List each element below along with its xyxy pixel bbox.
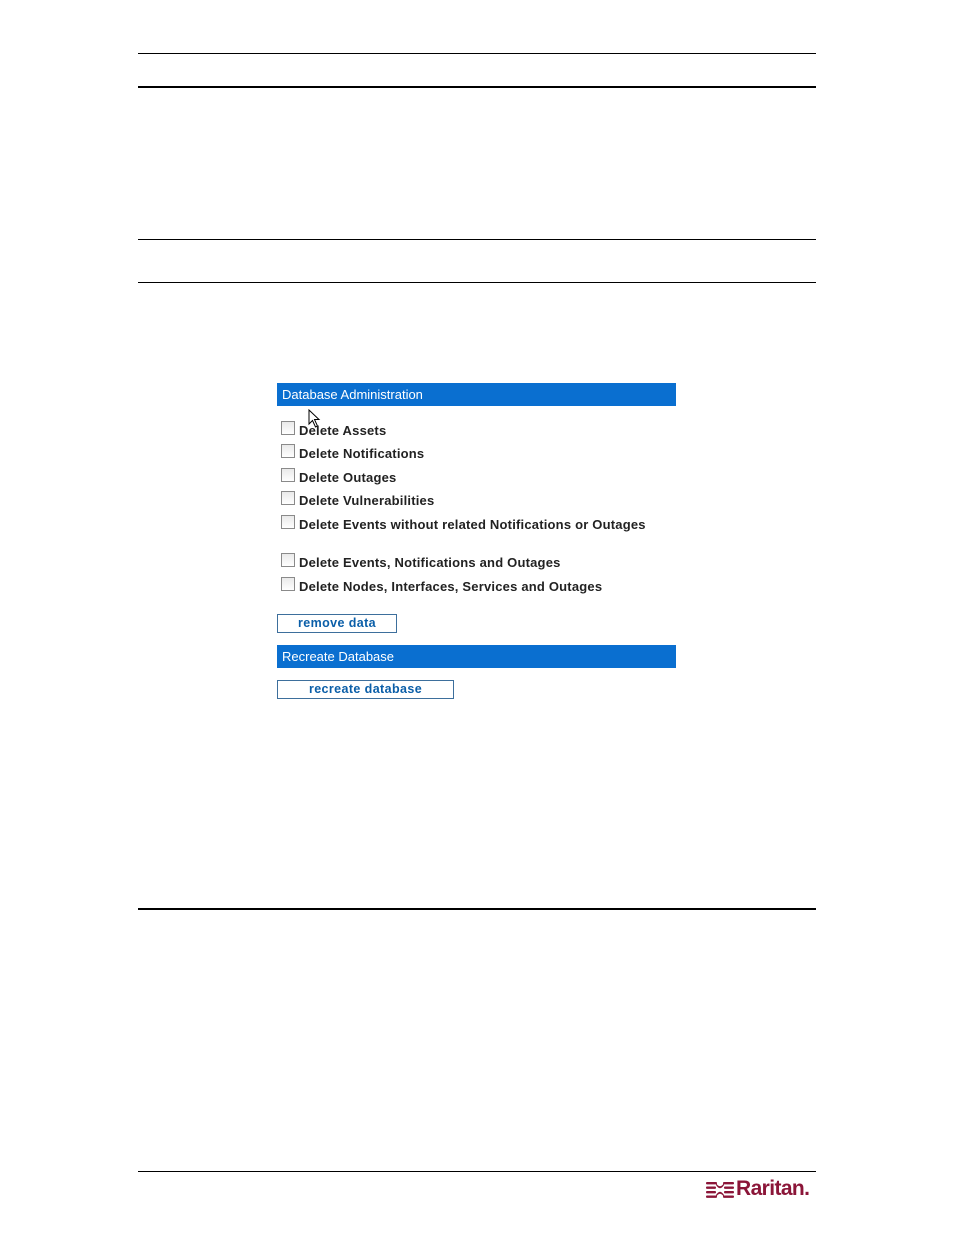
section-rule-bottom — [138, 282, 816, 283]
option-delete-vulnerabilities[interactable]: Delete Vulnerabilities — [281, 490, 434, 508]
checkbox-delete-notifications[interactable] — [281, 444, 295, 458]
content-end-rule — [138, 908, 816, 910]
option-delete-outages[interactable]: Delete Outages — [281, 467, 396, 485]
database-admin-panel — [277, 383, 676, 703]
option-delete-notifications[interactable]: Delete Notifications — [281, 443, 424, 461]
checkbox-delete-nodes-interfaces[interactable] — [281, 577, 295, 591]
checkbox-delete-vulnerabilities[interactable] — [281, 491, 295, 505]
recreate-database-button[interactable]: recreate database — [277, 680, 454, 699]
remove-data-button[interactable]: remove data — [277, 614, 397, 633]
option-delete-events-notifications-outages[interactable]: Delete Events, Notifications and Outages — [281, 552, 561, 570]
checkbox-delete-outages[interactable] — [281, 468, 295, 482]
checkbox-delete-assets[interactable] — [281, 421, 295, 435]
raritan-wordmark: Raritan. — [736, 1177, 810, 1200]
section-rule-top — [138, 239, 816, 240]
option-delete-assets[interactable]: Delete Assets — [281, 420, 386, 438]
option-delete-nodes-interfaces[interactable]: Delete Nodes, Interfaces, Services and Outages — [281, 576, 602, 594]
database-administration-header: Database Administration — [277, 383, 676, 406]
option-delete-events-without-related[interactable]: Delete Events without related Notifications or Outages — [281, 514, 646, 532]
header-rule-bottom — [138, 86, 816, 88]
recreate-database-header: Recreate Database — [277, 645, 676, 668]
footer-rule — [138, 1171, 816, 1172]
checkbox-delete-events-notifications-outages[interactable] — [281, 553, 295, 567]
checkbox-delete-events-without-related[interactable] — [281, 515, 295, 529]
raritan-logo — [706, 1177, 814, 1202]
raritan-emblem-icon — [706, 1180, 734, 1202]
header-rule-top — [138, 53, 816, 54]
